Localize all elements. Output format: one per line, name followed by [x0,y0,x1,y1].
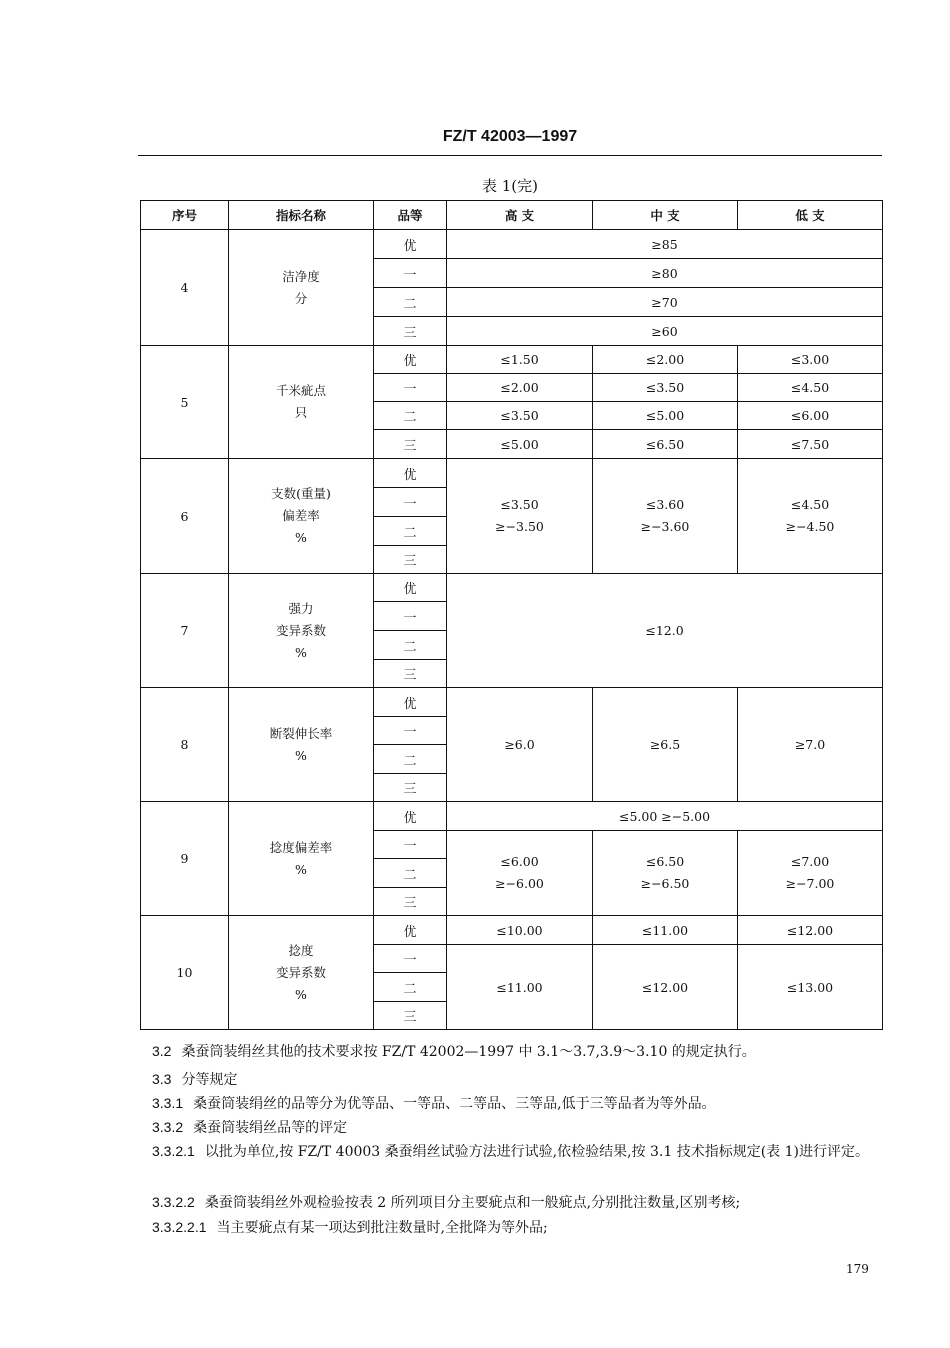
grade-cell: 一 [374,602,447,631]
indicator-name-line: 捻度偏差率 [269,839,333,855]
grade-cell: 优 [374,802,447,831]
value-cell: ≥60 [447,317,883,346]
grade-cell: 一 [374,945,447,973]
grade-cell: 二 [374,859,447,888]
grade-cell: 二 [374,402,447,430]
lower-limit: ≥−6.50 [640,876,690,891]
value-cell [447,459,593,574]
row-number: 9 [141,802,229,916]
grade-cell: 优 [374,346,447,374]
grade-cell: 一 [374,831,447,859]
indicator-name-line: 断裂伸长率 [269,725,333,741]
value-cell [738,831,883,916]
clause-number: 3.3.1 [152,1095,184,1111]
row-number: 4 [141,230,229,346]
paragraph-3-3 [152,1068,897,1091]
row-number: 6 [141,459,229,574]
clause-text: 当主要疵点有某一项达到批注数量时,全批降为等外品; [216,1220,548,1236]
paragraph-3-2 [152,1040,897,1063]
document-header: FZ/T 42003—1997 [442,128,578,145]
value-cell: ≤10.00 [447,916,593,945]
indicator-name-line: 洁净度 [282,268,320,284]
indicator-unit: % [295,747,307,763]
value-cell: ≤3.50 [447,402,593,430]
indicator-name [229,346,374,459]
grade-cell: 优 [374,574,447,602]
value-cell: ≤13.00 [738,945,883,1030]
lower-limit: ≥−3.50 [495,519,544,534]
grade-cell: 三 [374,774,447,802]
value-cell: ≤12.00 [593,945,738,1030]
lower-limit: ≥−7.00 [785,876,835,891]
clause-text: 分等规定 [181,1072,238,1088]
grade-cell: 一 [374,374,447,402]
upper-limit: ≤7.00 [790,854,830,869]
grade-cell: 优 [374,459,447,488]
paragraph-3-3-2 [152,1116,897,1139]
standard-table [140,200,883,1030]
indicator-unit: % [295,530,307,545]
grade-cell: 二 [374,631,447,660]
upper-limit: ≤6.50 [645,854,685,869]
value-cell: ≤2.00 [447,374,593,402]
grade-cell: 三 [374,430,447,459]
value-cell: ≤4.50 [738,374,883,402]
upper-limit: ≤4.50 [790,497,830,512]
clause-number: 3.3 [152,1071,172,1087]
value-cell: ≥70 [447,288,883,317]
grade-cell: 一 [374,259,447,288]
grade-cell: 三 [374,660,447,688]
indicator-name-line: 变异系数 [275,622,326,638]
grade-cell: 二 [374,745,447,774]
value-cell [447,831,593,916]
indicator-name [229,802,374,916]
paragraph-3-3-2-2-1 [152,1216,897,1239]
column-header: 高 支 [447,201,593,230]
value-cell: ≤5.00 [447,430,593,459]
value-cell: ≤3.50 [593,374,738,402]
grade-cell: 三 [374,317,447,346]
grade-cell: 一 [374,488,447,517]
table-row [141,346,883,374]
grade-cell: 一 [374,717,447,745]
lower-limit: ≥−6.00 [495,876,544,891]
table-row [141,230,883,259]
value-cell [593,459,738,574]
indicator-name [229,916,374,1030]
row-number: 10 [141,916,229,1030]
indicator-name-line: 捻度 [288,942,314,958]
value-cell: ≤2.00 [593,346,738,374]
column-header: 低 支 [738,201,883,230]
table-row [141,459,883,488]
clause-number: 3.3.2.2.1 [152,1219,207,1235]
upper-limit: ≤3.60 [645,497,685,512]
indicator-name-line: 支数(重量) [271,486,331,501]
clause-text: 桑蚕筒装绢丝的品等分为优等品、一等品、二等品、三等品,低于三等品者为等外品。 [193,1096,716,1112]
table-header-row [141,201,883,230]
value-cell: ≤12.0 [447,574,883,688]
indicator-name-line: 变异系数 [275,964,326,980]
clause-number: 3.3.2 [152,1119,184,1135]
upper-limit: ≤6.00 [500,854,539,869]
table-row [141,574,883,602]
value-cell: ≤1.50 [447,346,593,374]
grade-cell: 二 [374,973,447,1002]
value-cell: ≤12.00 [738,916,883,945]
grade-cell: 二 [374,288,447,317]
grade-cell: 优 [374,688,447,717]
page-number: 179 [846,1262,869,1276]
clause-text: 桑蚕筒装绢丝其他的技术要求按 FZ/T 42002—1997 中 3.1～3.7,3.9～3.10 的规定执行。 [181,1044,756,1060]
grade-cell: 三 [374,888,447,916]
clause-number: 3.3.2.1 [152,1143,195,1159]
value-cell [738,459,883,574]
value-cell: ≥6.5 [593,688,738,802]
row-number: 5 [141,346,229,459]
value-cell: ≤7.50 [738,430,883,459]
grade-cell: 三 [374,1002,447,1030]
paragraph-3-3-2-1 [152,1140,897,1163]
paragraph-3-3-2-2 [152,1191,897,1214]
indicator-unit: 只 [294,405,308,420]
row-number: 7 [141,574,229,688]
indicator-name-line: 强力 [288,600,314,616]
table-caption: 表 1(完) [481,177,539,195]
clause-text: 桑蚕筒装绢丝品等的评定 [193,1120,348,1136]
grade-cell: 三 [374,546,447,574]
indicator-name [229,574,374,688]
column-header: 指标名称 [229,201,374,230]
upper-limit: ≤3.50 [500,497,539,512]
column-header: 序号 [141,201,229,230]
value-cell: ≥6.0 [447,688,593,802]
clause-text: 以批为单位,按 FZ/T 40003 桑蚕绢丝试验方法进行试验,依检验结果,按 3.1 技术指标规定(表 1)进行评定。 [204,1144,870,1160]
value-cell: ≤3.00 [738,346,883,374]
indicator-unit: % [295,986,307,1002]
header-rule [138,155,882,156]
value-cell: ≥80 [447,259,883,288]
indicator-name-line: 千米疵点 [275,383,326,398]
indicator-name-line: 偏差率 [282,508,320,523]
value-cell: ≥85 [447,230,883,259]
lower-limit: ≥−4.50 [785,519,835,534]
value-cell: ≤5.00 [593,402,738,430]
grade-cell: 优 [374,230,447,259]
value-cell [593,831,738,916]
paragraph-3-3-1 [152,1092,897,1115]
clause-text: 桑蚕筒装绢丝外观检验按表 2 所列项目分主要疵点和一般疵点,分别批注数量,区别考核; [204,1195,741,1211]
value-cell: ≤11.00 [447,945,593,1030]
table-row [141,802,883,831]
value-cell: ≤5.00 ≥−5.00 [447,802,883,831]
table-row [141,916,883,945]
indicator-name [229,230,374,346]
value-cell: ≤6.50 [593,430,738,459]
indicator-name [229,688,374,802]
indicator-unit: 分 [294,290,308,306]
clause-number: 3.2 [152,1043,172,1059]
value-cell: ≤6.00 [738,402,883,430]
value-cell: ≤11.00 [593,916,738,945]
table-row [141,688,883,717]
row-number: 8 [141,688,229,802]
grade-cell: 二 [374,517,447,546]
indicator-unit: % [295,861,307,877]
lower-limit: ≥−3.60 [640,519,690,534]
clause-number: 3.3.2.2 [152,1194,195,1210]
indicator-unit: % [295,644,307,660]
grade-cell: 优 [374,916,447,945]
indicator-name [229,459,374,574]
column-header: 中 支 [593,201,738,230]
column-header: 品等 [374,201,447,230]
value-cell: ≥7.0 [738,688,883,802]
